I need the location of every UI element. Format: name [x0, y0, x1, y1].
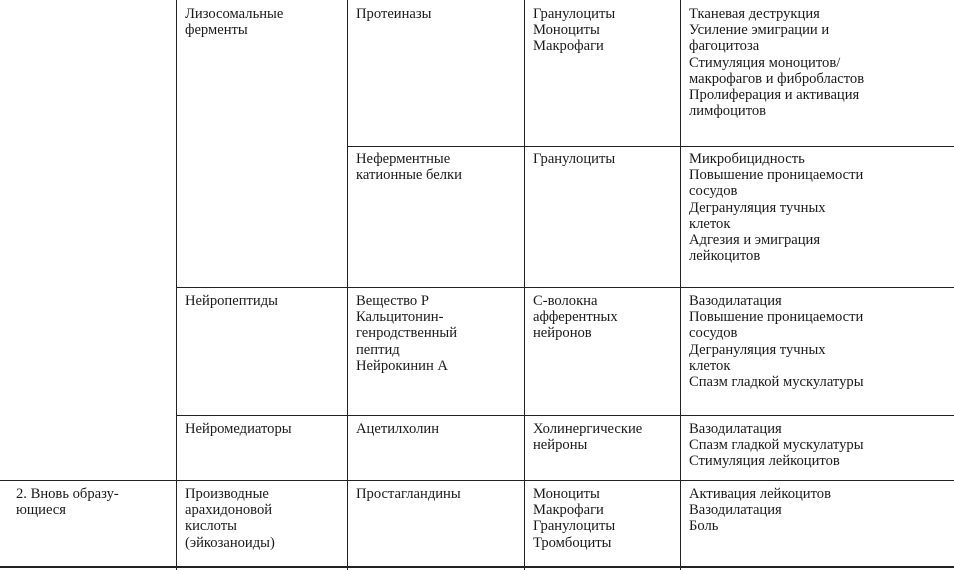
substance-cell: Вещество Р Кальцитонин- генродственный пептид Нейрокинин А	[356, 293, 458, 374]
sources-cell: Моноциты Макрофаги Гранулоциты Тромбоциты	[533, 486, 616, 551]
row-divider	[0, 480, 954, 481]
category-cell: Лизосомальные ферменты	[185, 6, 284, 39]
sources-cell: Гранулоциты	[533, 151, 616, 167]
column-divider	[347, 0, 348, 570]
row-divider	[176, 287, 954, 288]
column-divider	[176, 0, 177, 570]
substance-cell: Ацетилхолин	[356, 421, 440, 437]
sources-cell: Гранулоциты Моноциты Макрофаги	[533, 6, 616, 55]
substance-cell: Простагландины	[356, 486, 461, 502]
row-divider	[176, 415, 954, 416]
category-cell: Нейромедиаторы	[185, 421, 292, 437]
sources-cell: С-волокна афферентных нейронов	[533, 293, 618, 342]
sources-cell: Холинергические нейроны	[533, 421, 643, 454]
effects-cell: Активация лейкоцитов Вазодилатация Боль	[689, 486, 831, 535]
effects-cell: Вазодилатация Повышение проницаемости сосудов Дегрануляция тучных клеток Спазм гладкой мускулатуры	[689, 293, 864, 391]
effects-cell: Вазодилатация Спазм гладкой мускулатуры Стимуляция лейкоцитов	[689, 421, 864, 470]
effects-cell: Тканевая деструкция Усиление эмиграции и фагоцитоза Стимуляция моноцитов/ макрофагов и фибробластов Пролиферация и активация лимфоцитов	[689, 6, 865, 120]
column-divider	[524, 0, 525, 570]
column-divider	[680, 0, 681, 570]
row-divider	[347, 146, 954, 147]
table-bottom-rule	[0, 566, 954, 568]
category-cell: Производные арахидоновой кислоты (эйкозаноиды)	[185, 486, 275, 551]
substance-cell: Протеиназы	[356, 6, 432, 22]
effects-cell: Микробицидность Повышение проницаемости сосудов Дегрануляция тучных клеток Адгезия и эмиграция лейкоцитов	[689, 151, 864, 265]
category-cell: Нейропептиды	[185, 293, 278, 309]
substance-cell: Неферментные катионные белки	[356, 151, 462, 184]
group-cell: 2. Вновь образу- ющиеся	[16, 486, 119, 519]
